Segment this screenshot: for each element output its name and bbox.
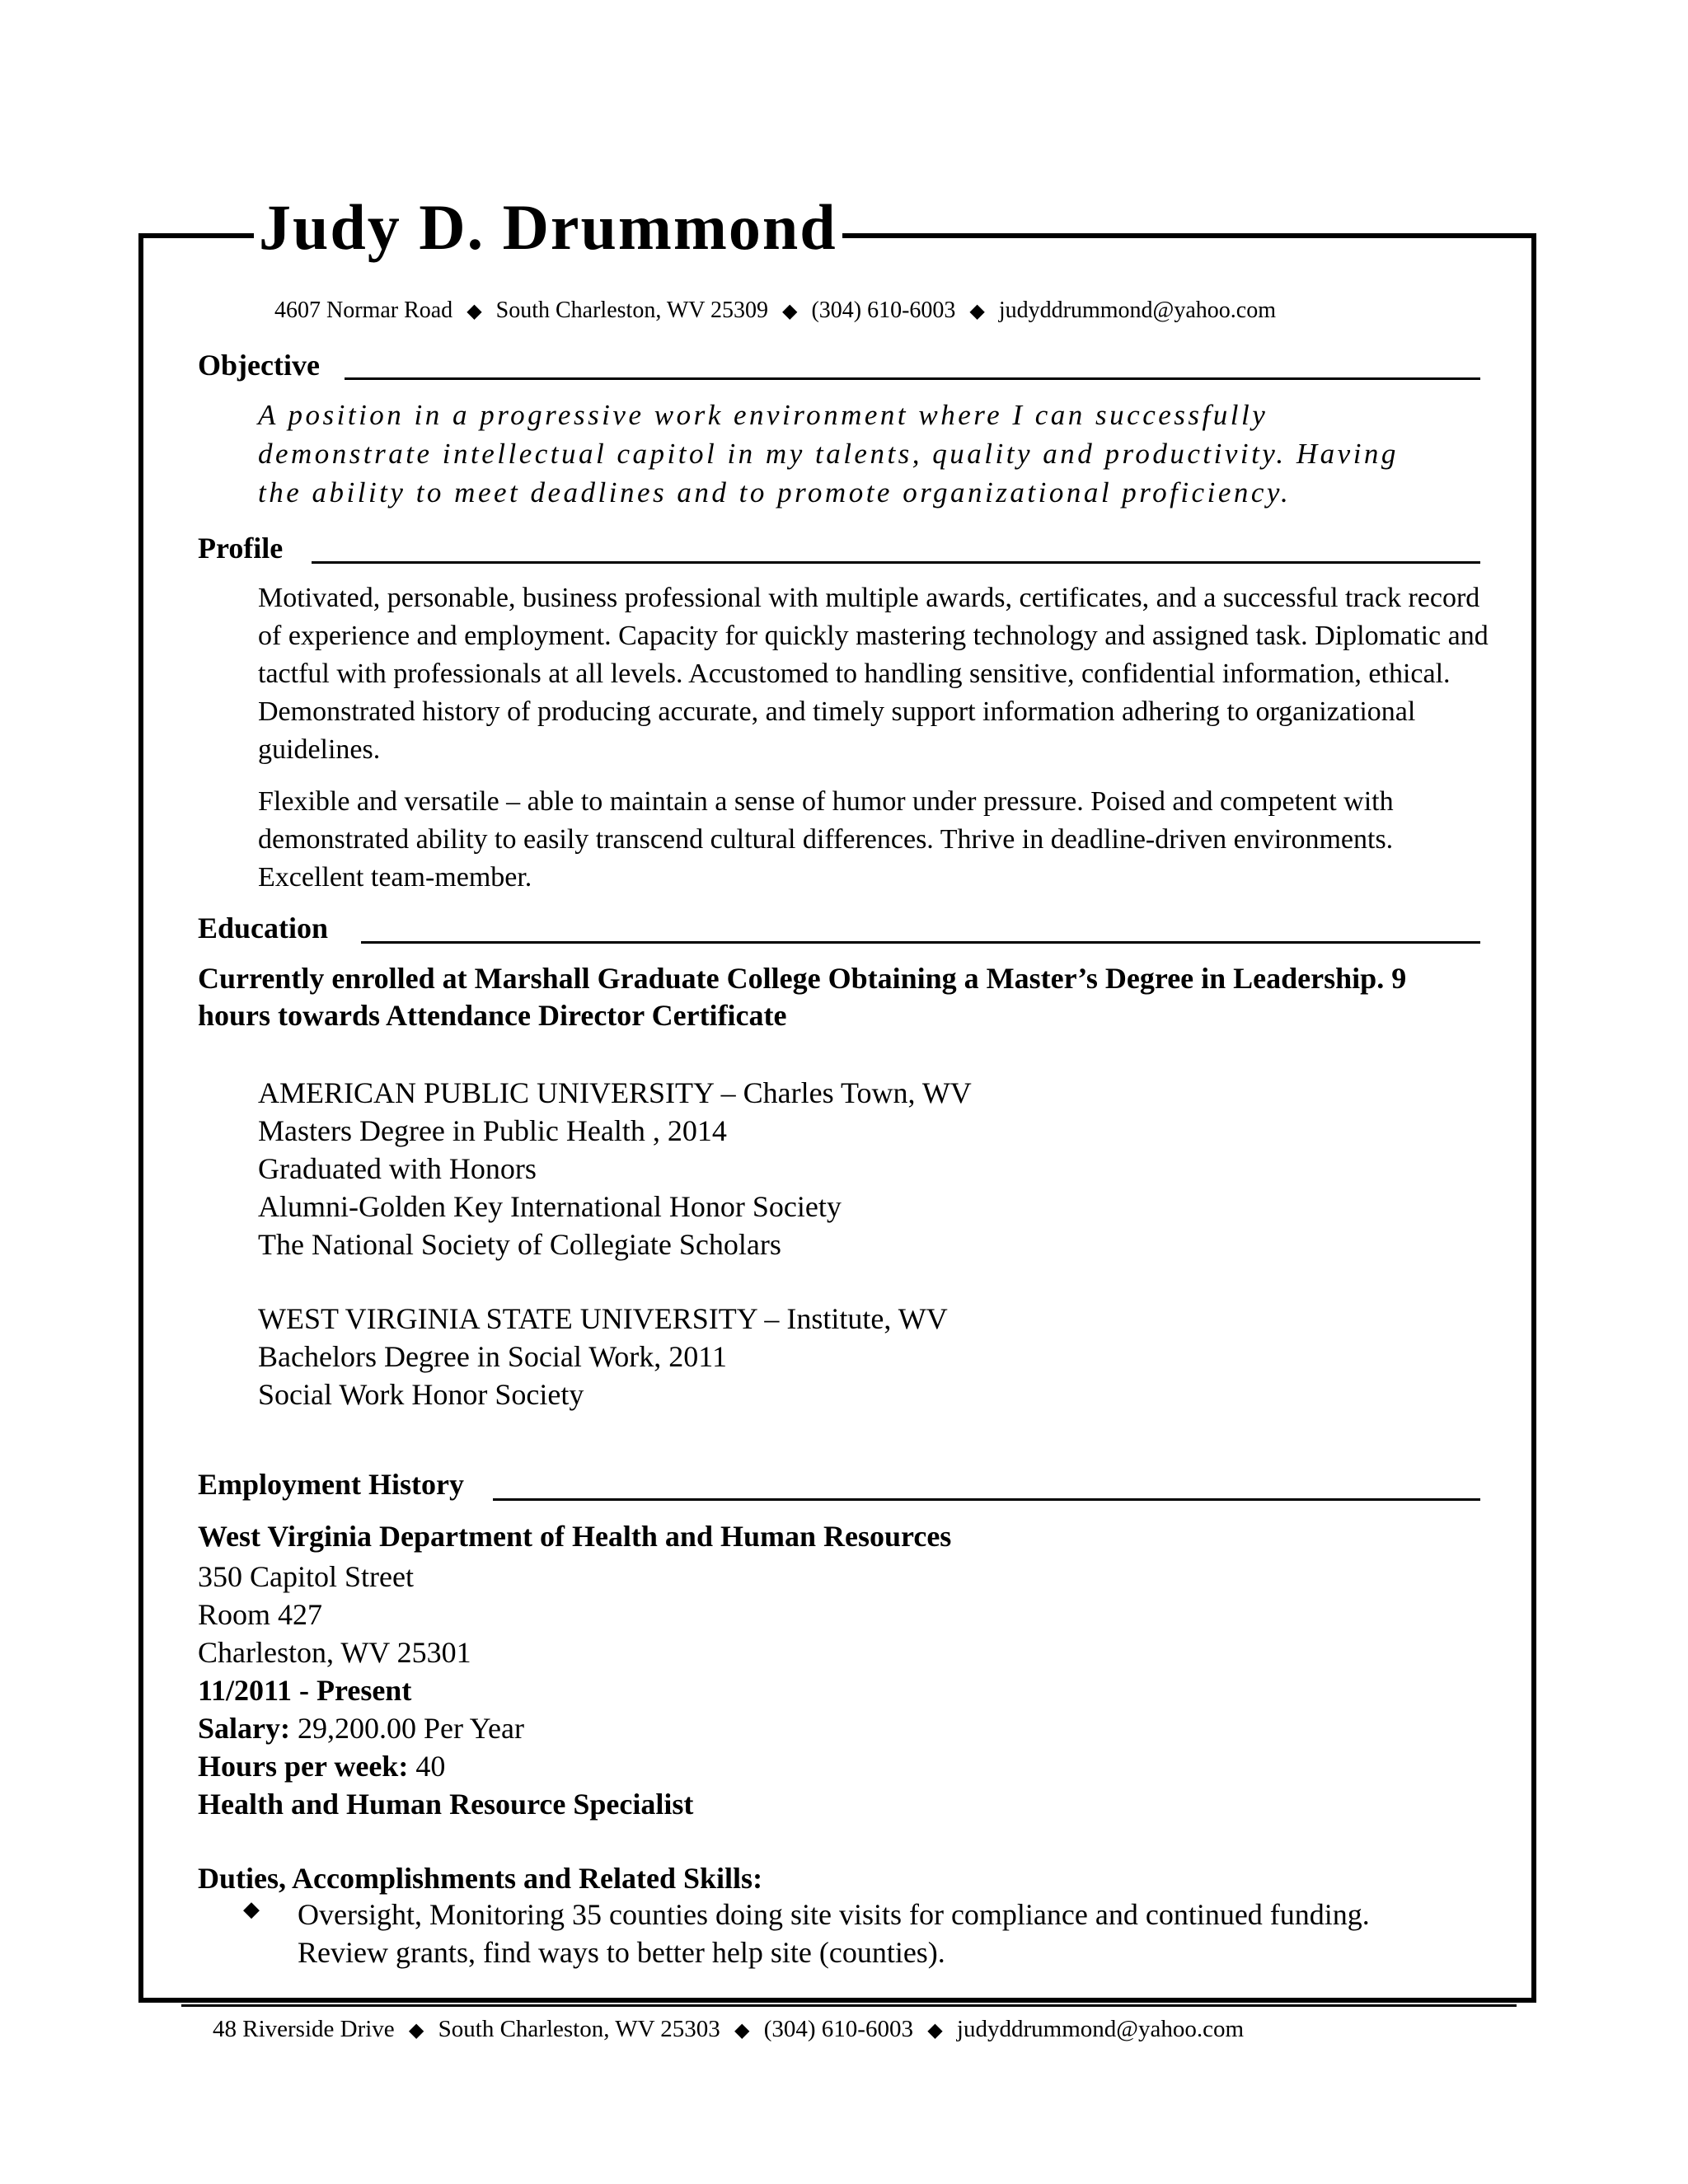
duties-heading: Duties, Accomplishments and Related Skills: (198, 1862, 763, 1895)
profile-heading: Profile (198, 532, 284, 565)
school-line: Social Work Honor Society (258, 1378, 584, 1411)
employer-name: West Virginia Department of Health and Human Resources (198, 1520, 952, 1553)
school-line: Masters Degree in Public Health , 2014 (258, 1114, 727, 1147)
duty-item: Oversight, Monitoring 35 counties doing site visits for compliance and continued funding. Review grants, find ways to better help site (counties). (298, 1898, 1370, 1969)
education-current: Currently enrolled at Marshall Graduate College Obtaining a Master’s Degree in Leadership. 9 hours towards Attendance Director Certificate (198, 962, 1407, 1032)
salary-value: 29,200.00 Per Year (298, 1712, 524, 1745)
border-right (1531, 233, 1536, 2003)
border-bottom (138, 1998, 1536, 2003)
employment-dates: 11/2011 - Present (198, 1674, 412, 1707)
school-line: WEST VIRGINIA STATE UNIVERSITY – Institute, WV (258, 1302, 948, 1335)
contact-address: 48 Riverside Drive (213, 2016, 395, 2042)
contact-phone: (304) 610-6003 (811, 298, 956, 323)
school-entry (258, 1074, 972, 1263)
contact-footer (213, 2016, 1244, 2043)
school-line: Graduated with Honors (258, 1152, 537, 1185)
school-entry (258, 1300, 948, 1413)
employer-street: 350 Capitol Street (198, 1560, 414, 1593)
salary-line (198, 1709, 693, 1747)
contact-city: South Charleston, WV 25309 (495, 298, 768, 323)
profile-paragraph-1: Motivated, personable, business professional with multiple awards, certificates, and a successful track record of experience and employment. Capacity for quickly mastering technology and assigned task. Diplomatic and tactful with professionals at all levels. Accustomed to handling sensitive, confidential information, ethical. Demonstrated history of producing accurate, and timely support information adhering to organizational guidelines. (258, 583, 1489, 765)
diamond-separator-icon: ◆ (408, 2020, 424, 2041)
profile-rule (312, 561, 1480, 564)
diamond-separator-icon: ◆ (734, 2020, 750, 2041)
education-rule (361, 941, 1480, 944)
border-left (138, 233, 143, 2003)
employment-rule (493, 1498, 1480, 1501)
employment-heading: Employment History (198, 1468, 464, 1501)
contact-address: 4607 Normar Road (274, 298, 453, 323)
school-line: Bachelors Degree in Social Work, 2011 (258, 1340, 727, 1373)
diamond-separator-icon: ◆ (467, 301, 482, 322)
school-line: The National Society of Collegiate Scholars (258, 1228, 781, 1261)
resume-name: Judy D. Drummond (254, 188, 842, 267)
contact-city: South Charleston, WV 25303 (438, 2016, 720, 2042)
contact-header (274, 298, 1276, 324)
contact-phone: (304) 610-6003 (763, 2016, 913, 2042)
footer-rule (181, 2004, 1517, 2007)
objective-rule (345, 377, 1480, 380)
contact-email: judyddrummond@yahoo.com (998, 298, 1276, 323)
profile-paragraph-2: Flexible and versatile – able to maintain a sense of humor under pressure. Poised and competent with demonstrated ability to easily transcend cultural differences. Thrive in deadline-driven environments. Excellent team-member. (258, 786, 1394, 893)
objective-heading: Objective (198, 349, 320, 382)
hours-value: 40 (415, 1750, 446, 1783)
school-line: AMERICAN PUBLIC UNIVERSITY – Charles Town, WV (258, 1076, 972, 1109)
education-heading: Education (198, 912, 329, 944)
salary-label: Salary: (198, 1712, 290, 1745)
employer-room: Room 427 (198, 1598, 323, 1631)
hours-label: Hours per week: (198, 1750, 409, 1783)
employment-details (198, 1558, 693, 1823)
diamond-bullet-icon: ◆ (243, 1897, 260, 1921)
school-line: Alumni-Golden Key International Honor Society (258, 1190, 842, 1223)
objective-text: A position in a progressive work environment where I can successfully demonstrate intellectual capitol in my talents, quality and productivity. Having the ability to meet deadlines and to promote organizational proficiency. (258, 399, 1399, 509)
employer-city: Charleston, WV 25301 (198, 1636, 471, 1669)
job-title: Health and Human Resource Specialist (198, 1788, 694, 1821)
diamond-separator-icon: ◆ (969, 301, 985, 322)
diamond-separator-icon: ◆ (781, 301, 798, 322)
contact-email: judyddrummond@yahoo.com (956, 2016, 1245, 2042)
diamond-separator-icon: ◆ (927, 2020, 943, 2041)
hours-line (198, 1747, 693, 1785)
